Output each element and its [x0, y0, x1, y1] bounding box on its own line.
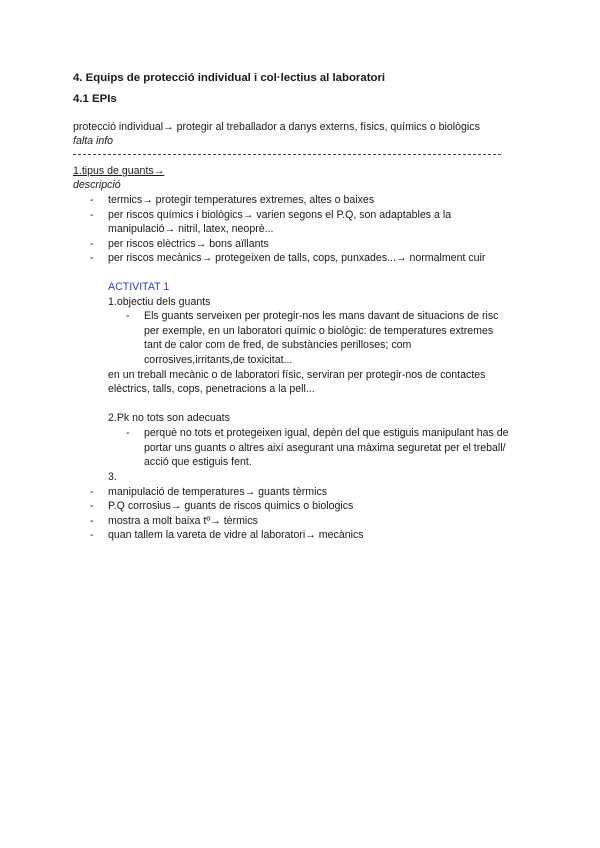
answer-extra-line: elèctrics, talls, cops, penetracions a la pell... [108, 383, 315, 395]
question-3: 3. [108, 471, 117, 483]
activity-title: ACTIVITAT 1 [108, 281, 170, 293]
list-item: P.Q corrosius→ guants de riscos quimics o biologics [108, 500, 354, 512]
answer-line: portar uns guants o altres així asegurant una màxima seguretat per el treball/ [144, 442, 506, 454]
note-text: falta info [73, 135, 114, 147]
bullet-marker: - [90, 529, 94, 541]
answer-line: Els guants serveixen per protegir-nos les mans davant de situacions de risc [144, 310, 499, 322]
answer-line: corrosives,irritants,de toxicitat... [144, 354, 293, 366]
bullet-marker: - [90, 209, 94, 221]
answer-line: acció que estiguis fent. [144, 456, 252, 468]
bullet-marker: - [90, 238, 94, 250]
bullet-marker: - [90, 486, 94, 498]
bullet-marker: - [90, 500, 94, 512]
bullet-marker: - [126, 427, 130, 439]
list-item: quan tallem la vareta de vidre al laboratori→ mecànics [108, 529, 364, 541]
document-subtitle: 4.1 EPIs [73, 93, 117, 105]
list-item: per riscos mecànics→ protegeixen de talls, cops, punxades...→ normalment cuir [108, 252, 486, 264]
bullet-marker: - [90, 252, 94, 264]
bullet-marker: - [90, 194, 94, 206]
list-item: mostra a molt baixa tº→ tèrmics [108, 515, 258, 527]
section1-heading: 1.tipus de guants→ [73, 165, 165, 177]
dashed-separator [73, 154, 501, 155]
bullet-marker: - [126, 310, 130, 322]
question-2: 2.Pk no tots son adecuats [108, 412, 230, 424]
answer-line: per exemple, en un laboratori químic o biològic: de temperatures extremes [144, 325, 494, 337]
section1-label: descripció [73, 179, 121, 191]
answer-extra-line: en un treball mecànic o de laboratori físic, serviran per protegir-nos de contactes [108, 369, 486, 381]
list-item: per riscos químics i biològics→ varien segons el P.Q, son adaptables a la [108, 209, 452, 221]
answer-line: tant de calor com de fred, de substàncies perilloses; com [144, 339, 412, 351]
list-item: per riscos elèctrics→ bons aïllants [108, 238, 269, 250]
question-1: 1.objectiu dels guants [108, 296, 211, 308]
answer-line: perquè no tots et protegeixen igual, depèn del que estiguis manipulant has de [144, 427, 509, 439]
list-item: termics→ protegir temperatures extremes, altes o baixes [108, 194, 375, 206]
list-item-continuation: manipulació→ nitril, latex, neoprè... [108, 223, 274, 235]
bullet-marker: - [90, 515, 94, 527]
intro-text: protecció individual→ protegir al treballador a danys externs, físics, químics o biològics [73, 121, 480, 133]
list-item: manipulació de temperatures→ guants tèrmics [108, 486, 328, 498]
document-title: 4. Equips de protecció individual i col·lectius al laboratori [73, 72, 386, 84]
